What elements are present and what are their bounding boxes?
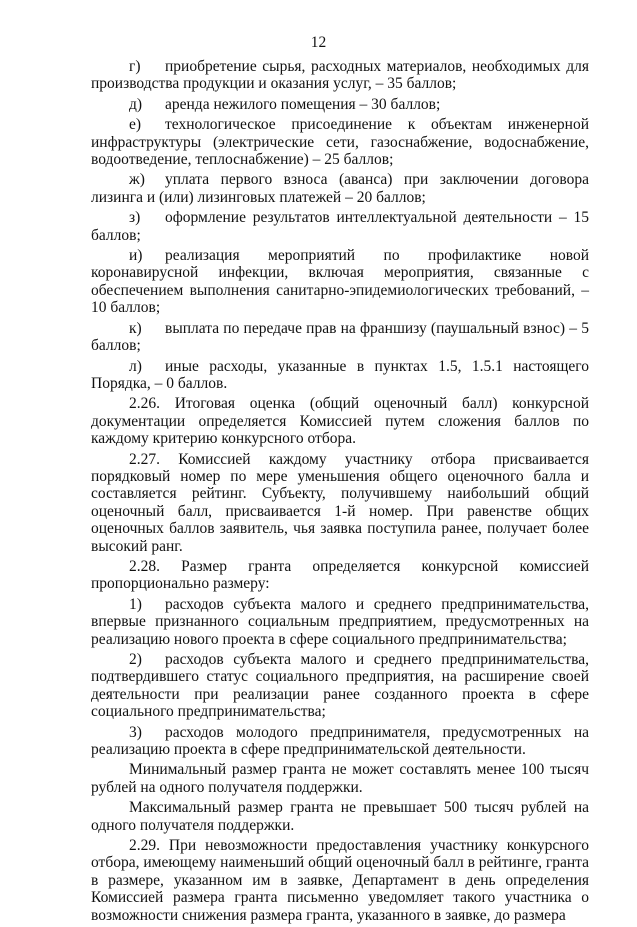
list-item-z bbox=[91, 209, 589, 244]
list-item-zh bbox=[91, 171, 589, 206]
item-text: уплата первого взноса (аванса) при заключении договора лизинга и (или) лизинговых платежей – 20 баллов; bbox=[91, 171, 589, 206]
item-text: аренда нежилого помещения – 30 баллов; bbox=[165, 95, 441, 113]
item-label: л) bbox=[129, 357, 142, 375]
item-text: выплата по передаче прав на франшизу (паушальный взнос) – 5 баллов; bbox=[91, 319, 589, 355]
paragraph-2-26: 2.26. Итоговая оценка (общий оценочный балл) конкурсной документации определяется Комиссией путем сложения баллов по каждому критерию конкурсного отбора. bbox=[91, 395, 589, 448]
item-text: технологическое присоединение к объектам инженерной инфраструктуры (электрические сети, газоснабжение, водоснабжение, водоотведение, теплоснабжение) – 25 баллов; bbox=[91, 116, 589, 169]
paragraph-2-27: 2.27. Комиссией каждому участнику отбора присваивается порядковый номер по мере уменьшения общего оценочного балла и составляется рейтинг. Субъекту, получившему наибольший общий оценочный балл, присваивается 1-й номер. При равенстве общих оценочных баллов заявитель, чья заявка поступила ранее, получает более высокий ранг. bbox=[91, 450, 589, 555]
paragraph-min-grant: Минимальный размер гранта не может составлять менее 100 тысяч рублей на одного получателя поддержки. bbox=[91, 761, 589, 796]
list-item-k bbox=[91, 320, 589, 355]
item-label: г) bbox=[129, 58, 141, 75]
paragraph-max-grant: Максимальный размер гранта не превышает 500 тысяч рублей на одного получателя поддержки. bbox=[91, 799, 589, 834]
item-text: оформление результатов интеллектуальной деятельности – 15 баллов; bbox=[91, 209, 589, 244]
list-item-1 bbox=[91, 596, 589, 648]
item-text: расходов молодого предпринимателя, предусмотренных на реализацию проекта в сфере предпринимательской деятельности. bbox=[91, 723, 589, 759]
item-label: е) bbox=[129, 116, 142, 134]
item-label: 3) bbox=[129, 723, 142, 741]
item-label: д) bbox=[129, 95, 143, 113]
paragraph-2-29: 2.29. При невозможности предоставления участнику конкурсного отбора, имеющему наименьший общий оценочный балл в рейтинге, гранта в размере, указанном им в заявке, Департамент в день определения Комиссией размера гранта письменно уведомляет такого участника о возможности снижения размера гранта, указанного в заявке, до размера bbox=[91, 837, 589, 924]
list-item-2 bbox=[91, 651, 589, 721]
item-text: расходов субъекта малого и среднего предпринимательства, впервые признанного социальным предприятием, предусмотренных на реализацию нового проекта в сфере социального предпринимательства; bbox=[91, 595, 589, 648]
item-text: реализация мероприятий по профилактике новой коронавирусной инфекции, включая мероприятия, связанные с обеспечением выполнения санитарно-эпидемиологических требований, – 10 баллов; bbox=[91, 247, 589, 317]
item-label: и) bbox=[129, 247, 143, 265]
item-text: приобретение сырья, расходных материалов, необходимых для производства продукции и оказания услуг, – 35 баллов; bbox=[91, 58, 589, 93]
item-text: иные расходы, указанные в пунктах 1.5, 1.5.1 настоящего Порядка, – 0 баллов. bbox=[91, 357, 589, 392]
list-item-e bbox=[91, 116, 589, 168]
item-text: расходов субъекта малого и среднего предпринимательства, подтвердившего статус социального предприятия, на расширение своей деятельности при реализации ранее созданного проекта в сфере социального предпринимательства; bbox=[91, 651, 589, 721]
paragraph-2-28: 2.28. Размер гранта определяется конкурсной комиссией пропорционально размеру: bbox=[91, 557, 589, 593]
document-body bbox=[91, 58, 589, 927]
item-label: к) bbox=[129, 319, 142, 337]
list-item-d bbox=[91, 96, 589, 113]
item-label: 2) bbox=[129, 651, 142, 668]
list-item-3 bbox=[91, 724, 589, 759]
list-item-i bbox=[91, 247, 589, 317]
list-item-l bbox=[91, 358, 589, 393]
item-label: ж) bbox=[129, 171, 145, 189]
item-label: з) bbox=[129, 209, 141, 227]
page-number: 12 bbox=[310, 34, 327, 51]
item-label: 1) bbox=[129, 595, 142, 613]
list-item-g bbox=[91, 58, 589, 93]
